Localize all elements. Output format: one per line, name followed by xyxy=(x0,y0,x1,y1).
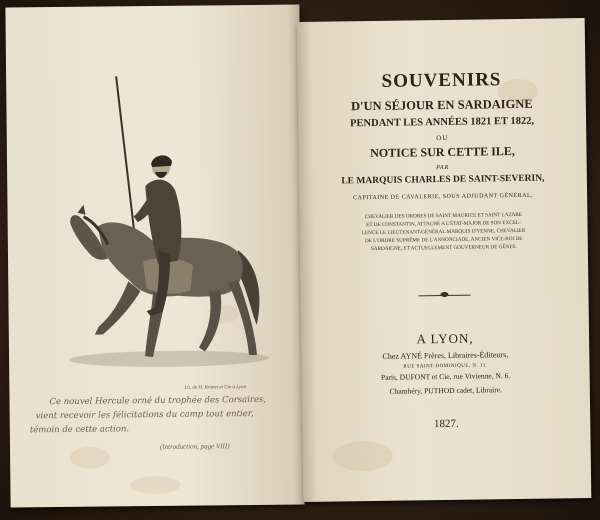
left-page-frontispiece xyxy=(5,4,304,507)
publisher-line-2: Paris, DUFONT et Cie, rue Vivienne, N. 6. xyxy=(380,371,511,382)
conjunction-ou: OU xyxy=(436,133,449,143)
lithographer-credit: Lit. de H. Brunet et Cie à Lyon xyxy=(184,385,247,391)
book-subtitle-3: NOTICE SUR CETTE ILE, xyxy=(370,144,515,161)
publisher-address: RUE SAINT-DOMINIQUE, N. 11. xyxy=(403,363,488,370)
caption-reference: (Introduction, page VIII) xyxy=(159,442,230,451)
publisher-line-1: Chez AYNÉ Frères, Libraires-Éditeurs, xyxy=(382,350,509,361)
bio-line: SARDAIGNE, ET ACTUELLEMENT GOUVERNEUR DE GÊNES. xyxy=(370,243,517,253)
ornament-rule xyxy=(418,295,470,297)
publication-year: 1827. xyxy=(433,417,459,431)
bio-line: LENCE LE LIEUTENANT-GÉNÉRAL MARQUIS D'YENNE, CHEVALIER xyxy=(361,227,526,237)
right-page-title xyxy=(297,18,592,502)
bio-line: DE L'ORDRE SUPRÊME DE L'ANNONCIADE, ANCIEN VICE-ROI DE xyxy=(364,235,523,245)
author-name: LE MARQUIS CHARLES DE SAINT-SEVERIN, xyxy=(341,173,545,187)
book-subtitle-2: PENDANT LES ANNÉES 1821 ET 1822, xyxy=(350,115,535,130)
author-rank: CAPITAINE DE CAVALERIE, SOUS ADJUDANT GÉNÉRAL, xyxy=(353,192,534,202)
par-label: PAR xyxy=(436,164,450,172)
caption-line: vient recevoir les félicitations du camp tout entier, xyxy=(35,408,254,422)
bio-line: CHEVALIER DES ORDRES DE SAINT MAURICE ET SAINT LAZARE xyxy=(364,211,523,221)
book-title: SOUVENIRS xyxy=(381,69,502,92)
horseman-illustration xyxy=(56,75,279,377)
author-bio xyxy=(317,210,570,254)
caption-line: témoin de cette action. xyxy=(29,424,130,436)
publication-city: A LYON, xyxy=(416,330,474,347)
book-subtitle-1: D'UN SÉJOUR EN SARDAIGNE xyxy=(350,96,533,114)
publisher-line-3: Chambéry, PUTHOD cadet, Libraire. xyxy=(389,385,503,396)
caption-line: Ce nouvel Hercule orné du trophée des Corsaires, xyxy=(49,394,267,408)
handwritten-caption xyxy=(29,393,289,438)
bio-line: ET DE CONSTANTIN, ATTACHÉ A L'ÉTAT-MAJOR DE SON EXCEL- xyxy=(366,219,521,229)
